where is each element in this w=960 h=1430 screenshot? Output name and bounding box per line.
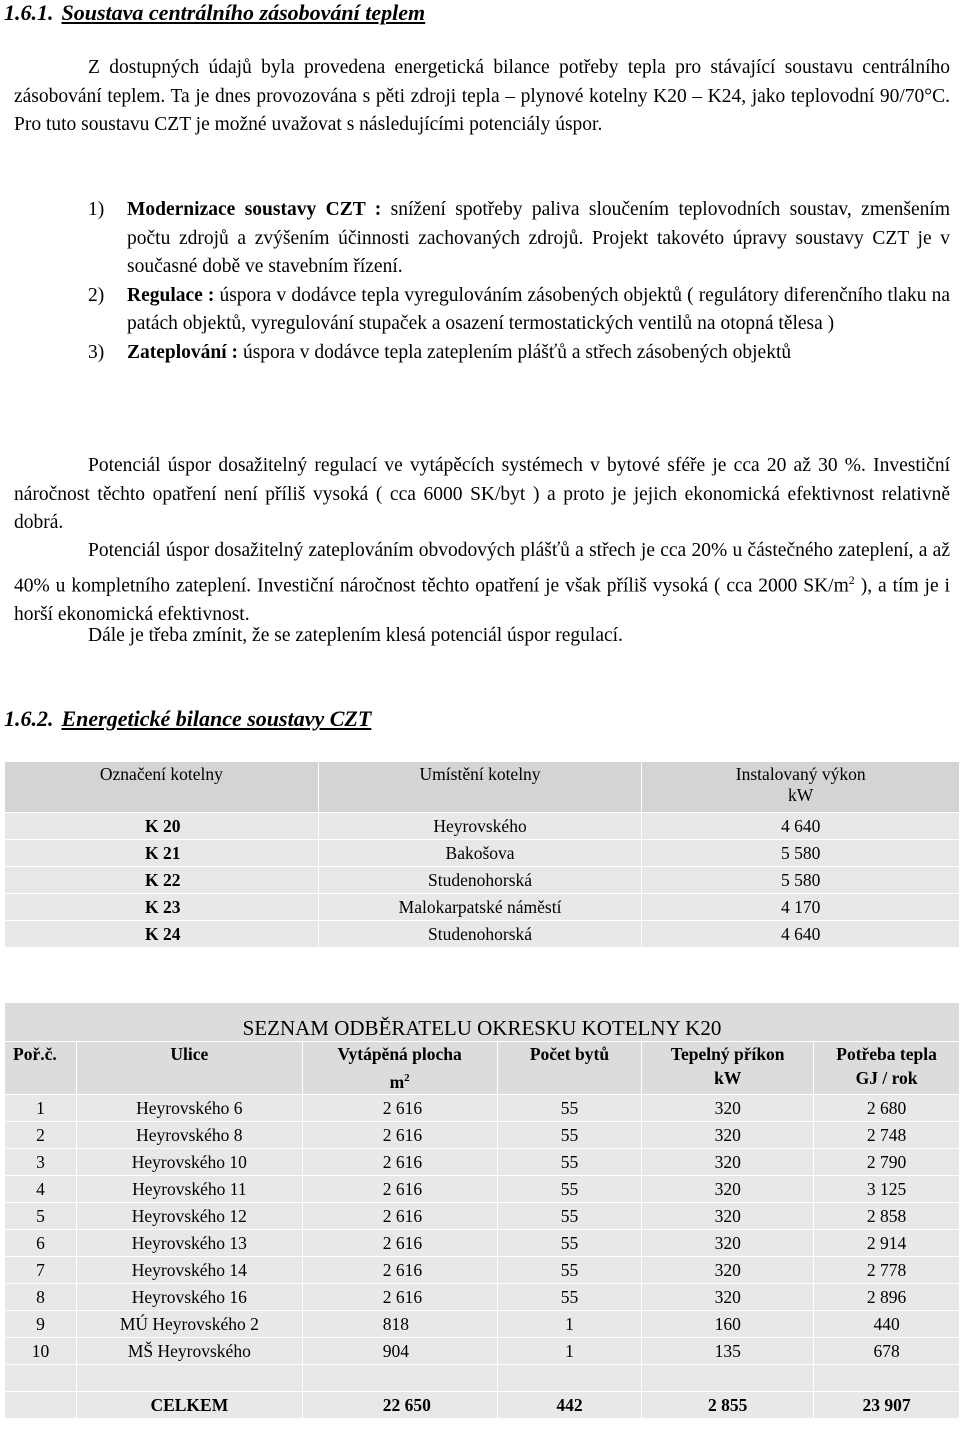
table-title: SEZNAM ODBĚRATELU OKRESKU KOTELNY K20	[5, 1003, 960, 1042]
table-row: 5 Heyrovského 12 2 616 55 320 2 858	[5, 1203, 960, 1230]
intro-paragraph: Z dostupných údajů byla provedena energetická bilance potřeby tepla pro stávající soustavu centrálního zásobování teplem. Ta je dnes provozována s pěti zdroji tepla – plynové kotelny K20 – K24, jako teplovodní 90/70°C. Pro tuto soustavu CZT je možné uvažovat s následujícími potenciály úspor.	[14, 57, 950, 135]
section-heading-1-6-2	[4, 706, 371, 732]
header-cell: Umístění kotelny	[318, 762, 642, 813]
table-row: K 22 Studenohorská 5 580	[5, 867, 960, 894]
header-cell: Instalovaný výkon kW	[642, 762, 960, 813]
list-item: 3) Zateplování : úspora v dodávce tepla zateplením plášťů a střech zásobených objektů	[88, 341, 792, 363]
consumers-table	[4, 1002, 960, 1419]
savings-list	[88, 196, 950, 367]
insulation-paragraph: Potenciál úspor dosažitelný zateplováním obvodových plášťů a střech je cca 20% u částečného zateplení, a až 40% u kompletního zateplení. Investiční náročnost těchto opatření je však příliš vysoká ( cca 2000 $SK/m^2$ ), a tím je i horší ekonomická efektivnost.	[14, 540, 950, 625]
table-row: 1 Heyrovského 6 2 616 55 320 2 680	[5, 1095, 960, 1122]
table-row: K 20 Heyrovského 4 640	[5, 813, 960, 840]
table-row: 3 Heyrovského 10 2 616 55 320 2 790	[5, 1149, 960, 1176]
section-number: 1.6.1.	[4, 0, 54, 25]
table-row: 9 MÚ Heyrovského 2 818 1 160 440	[5, 1311, 960, 1338]
spacer-row	[5, 1365, 960, 1392]
table-row: 8 Heyrovského 16 2 616 55 320 2 896	[5, 1284, 960, 1311]
boiler-rooms-table	[4, 761, 960, 948]
table-header-row: Poř.č. Ulice Vytápěná plocha $m^2$ Počet bytů Tepelný příkon kW Potřeba tepla GJ / rok	[5, 1042, 960, 1095]
table-row: 10 MŠ Heyrovského 904 1 135 678	[5, 1338, 960, 1365]
closing-paragraph: Dále je třeba zmínit, že se zateplením klesá potenciál úspor regulací.	[88, 625, 623, 646]
list-item: 2) Regulace : úspora v dodávce tepla vyregulováním zásobených objektů ( regulátory diferenčního tlaku na patách objektů, vyregulování stupaček a osazení termostatických ventilů na otopná tělesa )	[88, 284, 950, 334]
header-cell: Označení kotelny	[5, 762, 319, 813]
total-row: CELKEM 22 650 442 2 855 23 907	[5, 1392, 960, 1419]
table-row: K 21 Bakošova 5 580	[5, 840, 960, 867]
regulation-paragraph: Potenciál úspor dosažitelný regulací ve vytápěcích systémech v bytové sféře je cca 20 až 30 %. Investiční náročnost těchto opatření není příliš vysoká ( cca 6000 SK/byt ) a proto je jejich ekonomická efektivnost relativně dobrá.	[14, 455, 950, 533]
section-title: Energetické bilance soustavy CZT	[61, 706, 372, 731]
table-header-row	[5, 762, 960, 813]
table-row: K 23 Malokarpatské náměstí 4 170	[5, 894, 960, 921]
table-row: K 24 Studenohorská 4 640	[5, 921, 960, 948]
section-number: 1.6.2.	[4, 706, 54, 731]
section-title: Soustava centrálního zásobování teplem	[61, 0, 426, 25]
table-row: 4 Heyrovského 11 2 616 55 320 3 125	[5, 1176, 960, 1203]
table-row: 6 Heyrovského 13 2 616 55 320 2 914	[5, 1230, 960, 1257]
list-item: 1) Modernizace soustavy CZT : snížení spotřeby paliva sloučením teplovodních soustav, zmenšením počtu zdrojů a zvýšením účinnosti zachovaných zdrojů. Projekt takovéto úpravy soustavy CZT je v současné době ve stavebním řízení.	[88, 199, 950, 277]
section-heading-1-6-1	[4, 0, 425, 26]
table-row: 2 Heyrovského 8 2 616 55 320 2 748	[5, 1122, 960, 1149]
table-row: 7 Heyrovského 14 2 616 55 320 2 778	[5, 1257, 960, 1284]
table-title-row	[5, 1003, 960, 1042]
